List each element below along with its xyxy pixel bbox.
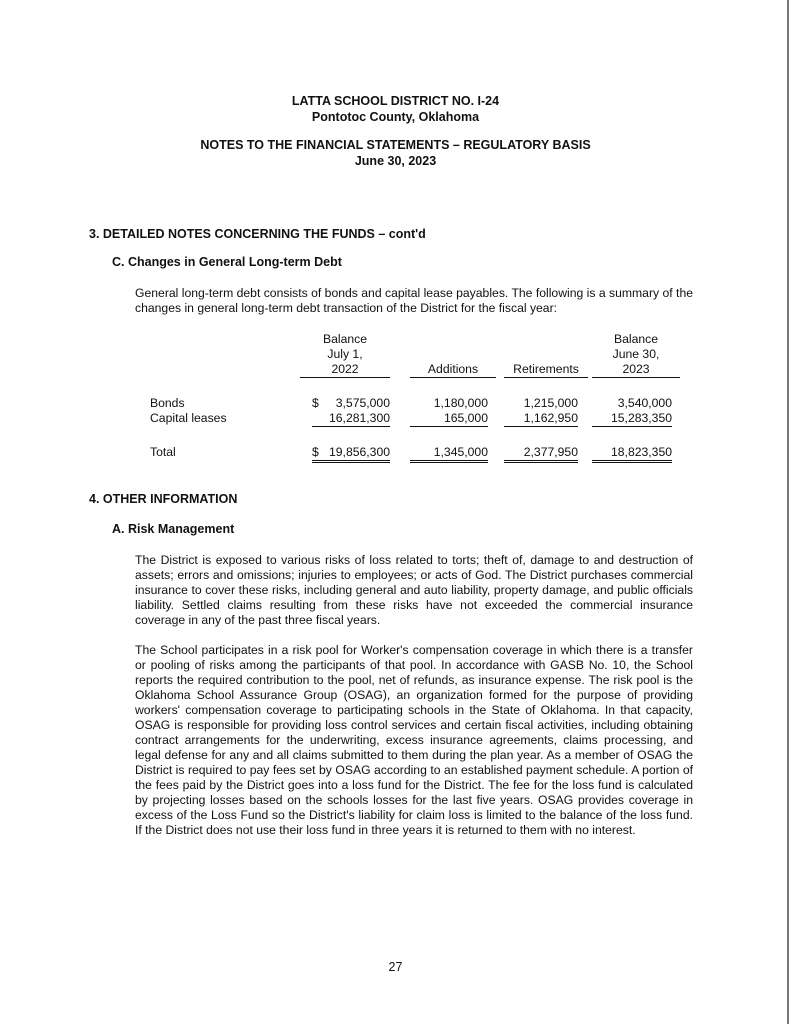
total-dollar-sign: $: [312, 445, 319, 459]
report-date: June 30, 2023: [354, 154, 437, 168]
section-4a-heading: A. Risk Management: [112, 522, 235, 536]
county-name: Pontotoc County, Oklahoma: [311, 110, 480, 124]
section-3-heading: 3. DETAILED NOTES CONCERNING THE FUNDS – cont'd: [89, 227, 426, 241]
section-3c-heading: C. Changes in General Long-term Debt: [112, 255, 342, 269]
total-retirements: 2,377,950: [504, 445, 578, 463]
col-balance-end-line3: 2023: [592, 362, 680, 378]
total-begin: 19,856,300: [329, 445, 390, 459]
leases-begin: 16,281,300: [312, 411, 390, 427]
row-label-capital-leases: Capital leases: [150, 411, 227, 425]
col-balance-end-line2: June 30,: [612, 347, 660, 361]
bonds-retirements: 1,215,000: [523, 396, 578, 410]
district-name: LATTA SCHOOL DISTRICT NO. I-24: [291, 94, 500, 108]
dollar-sign: $: [312, 396, 319, 410]
col-balance-start-line1: Balance: [322, 332, 368, 346]
leases-additions: 165,000: [410, 411, 488, 427]
section-3c-paragraph: General long-term debt consists of bonds and capital lease payables. The following is a summary of the changes in general long-term debt transaction of the District for the fiscal year:: [135, 286, 693, 315]
bonds-begin: 3,575,000: [335, 396, 390, 410]
col-balance-start-line2: July 1,: [327, 347, 363, 361]
col-balance-start-line3: 2022: [300, 362, 390, 378]
notes-title: NOTES TO THE FINANCIAL STATEMENTS – REGULATORY BASIS: [200, 138, 591, 152]
bonds-end: 3,540,000: [617, 396, 672, 410]
row-label-total: Total: [150, 445, 176, 459]
col-retirements: Retirements: [504, 362, 588, 378]
page-number: 27: [388, 960, 403, 974]
leases-end: 15,283,350: [592, 411, 672, 427]
total-end: 18,823,350: [592, 445, 672, 463]
risk-paragraph-2: The School participates in a risk pool for Worker's compensation coverage in which there is a transfer or pooling of risks among the participants of that pool. In accordance with GASB No. 10, the School reports the required contribution to the pool, net of refunds, as insurance expense. The risk pool is the Oklahoma School Assurance Group (OSAG), an organization formed for the purpose of providing workers' compensation coverage to participating schools in the State of Oklahoma. In that capacity, OSAG is responsible for providing loss control services and certain fiscal activities, including obtaining contract arrangements for the underwriting, excess insurance agreements, claims processing, and legal defense for any and all claims submitted to them during the plan year. As a member of OSAG the District is required to pay fees set by OSAG according to an established payment schedule. A portion of the fees paid by the District goes into a loss fund for the District. The fee for the loss fund is calculated by projecting losses based on the schools losses for the last five years. OSAG provides coverage in excess of the Loss Fund so the District's liability for claim loss is limited to the balance of the loss fund. If the District does not use their loss fund in three years it is returned to them with no interest.: [135, 643, 693, 837]
col-additions: Additions: [410, 362, 496, 378]
risk-paragraph-1: The District is exposed to various risks of loss related to torts; theft of, damage to and destruction of assets; errors and omissions; injuries to employees; or acts of God. The District purchases commercial insurance to cover these risks, including general and auto liability, property damage, and public officials liability. Settled claims resulting from these risks have not exceeded the commercial insurance coverage in any of the past three fiscal years.: [135, 553, 693, 627]
col-balance-end-line1: Balance: [613, 332, 659, 346]
bonds-additions: 1,180,000: [433, 396, 488, 410]
leases-retirements: 1,162,950: [504, 411, 578, 427]
section-4-heading: 4. OTHER INFORMATION: [89, 492, 238, 506]
row-label-bonds: Bonds: [150, 396, 185, 410]
total-additions: 1,345,000: [410, 445, 488, 463]
